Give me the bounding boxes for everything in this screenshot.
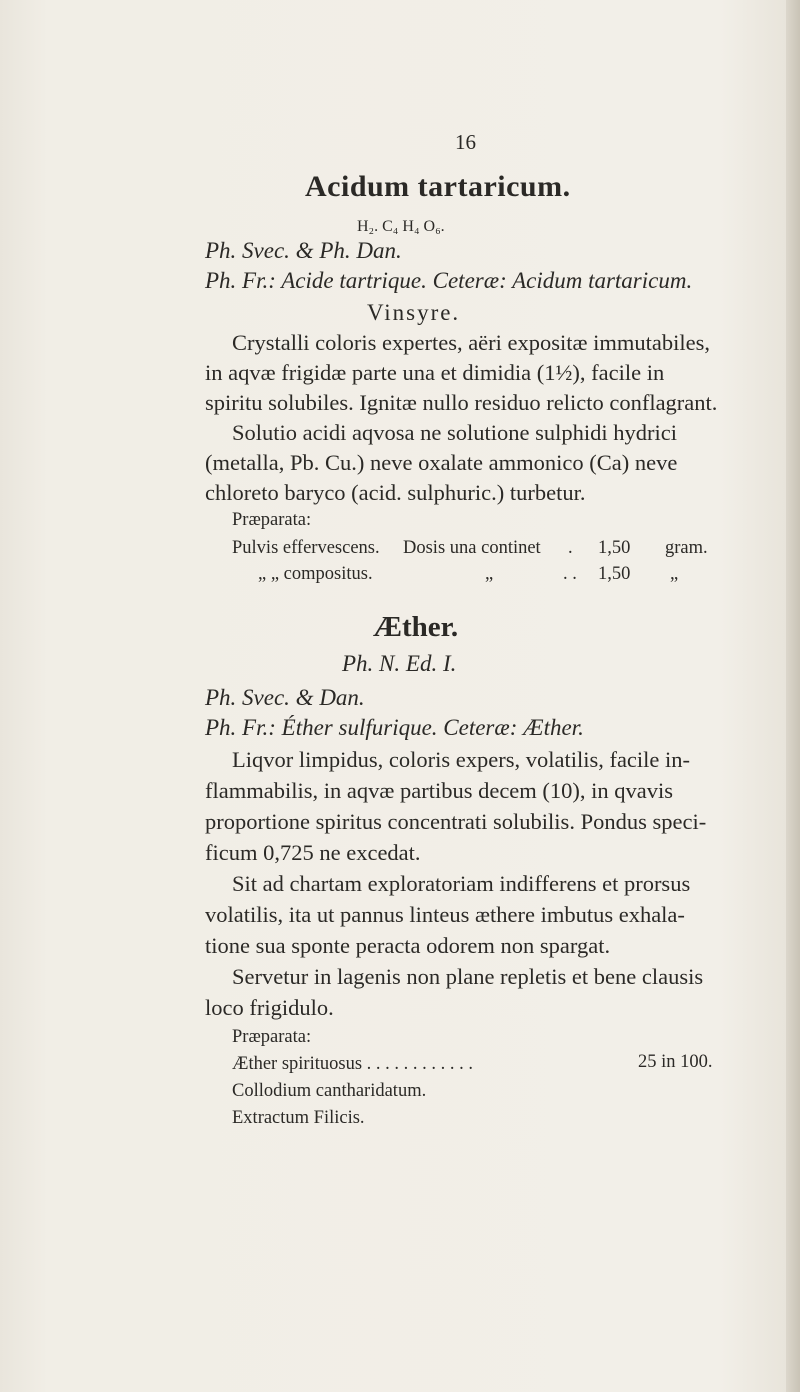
text-line: tione sua sponte peracta odorem non spargat.: [205, 933, 611, 958]
vernacular-name: Vinsyre.: [367, 300, 461, 325]
text-line: Sit ad chartam exploratoriam indifferens et prorsus: [232, 871, 691, 896]
text-line: in aqvæ frigidæ parte una et dimidia (1½), facile in: [205, 360, 665, 385]
dose-unit: „: [670, 564, 679, 584]
preparation-value: 25 in 100.: [638, 1052, 713, 1072]
heading-acidum-tartaricum: Acidum tartaricum.: [305, 170, 571, 203]
leader-dots: . .: [563, 564, 577, 584]
pharmacopoeia-line: Ph. Svec. & Dan.: [205, 685, 365, 710]
dose-value: 1,50: [598, 538, 631, 558]
text-line: Servetur in lagenis non plane repletis et bene clausis: [232, 964, 704, 989]
preparation-name: Extractum Filicis.: [232, 1108, 365, 1128]
leader-dots: .: [568, 538, 573, 558]
text-line: proportione spiritus concentrati solubilis. Pondus speci-: [205, 809, 707, 834]
preparation-name: Collodium cantharidatum.: [232, 1081, 427, 1101]
text-line: Crystalli coloris expertes, aëri expositæ immutabiles,: [232, 330, 711, 355]
text-line: spiritu solubiles. Ignitæ nullo residuo relicto conflagrant.: [205, 390, 718, 415]
pharmacopoeia-line: Ph. Svec. & Ph. Dan.: [205, 238, 402, 263]
page-number: 16: [455, 130, 476, 154]
text-line: Liqvor limpidus, coloris expers, volatilis, facile in-: [232, 747, 691, 772]
preparata-label: Præparata:: [232, 1027, 312, 1047]
text-line: loco frigidulo.: [205, 995, 334, 1020]
dose-unit: gram.: [665, 538, 708, 558]
preparata-label: Præparata:: [232, 510, 312, 530]
dose-label: Dosis una continet: [403, 538, 541, 558]
pharmacopoeia-line: Ph. Fr.: Acide tartrique. Ceteræ: Acidum tartaricum.: [205, 268, 693, 293]
heading-aether: Æther.: [373, 611, 459, 643]
preparation-name: „ „ compositus.: [258, 564, 373, 584]
text-line: Solutio acidi aqvosa ne solutione sulphidi hydrici: [232, 420, 677, 445]
page-edge: [786, 0, 800, 1392]
dose-value: 1,50: [598, 564, 631, 584]
text-line: ficum 0,725 ne excedat.: [205, 840, 421, 865]
text-line: flammabilis, in aqvæ partibus decem (10), in qvavis: [205, 778, 674, 803]
text-line: volatilis, ita ut pannus linteus æthere imbutus exhala-: [205, 902, 685, 927]
text-line: chloreto baryco (acid. sulphuric.) turbetur.: [205, 480, 586, 505]
text-line: (metalla, Pb. Cu.) neve oxalate ammonico (Ca) neve: [205, 450, 678, 475]
chemical-formula: H₂. C₄ H₄ O₆.: [357, 218, 445, 235]
preparation-name: Æther spirituosus . . . . . . . . . . . .: [232, 1054, 474, 1074]
dose-label: „: [485, 564, 494, 584]
pharmacopoeia-subtitle: Ph. N. Ed. I.: [342, 651, 457, 676]
pharmacopoeia-line: Ph. Fr.: Éther sulfurique. Ceteræ: Æther.: [205, 715, 584, 740]
preparation-name: Pulvis effervescens.: [232, 538, 380, 558]
